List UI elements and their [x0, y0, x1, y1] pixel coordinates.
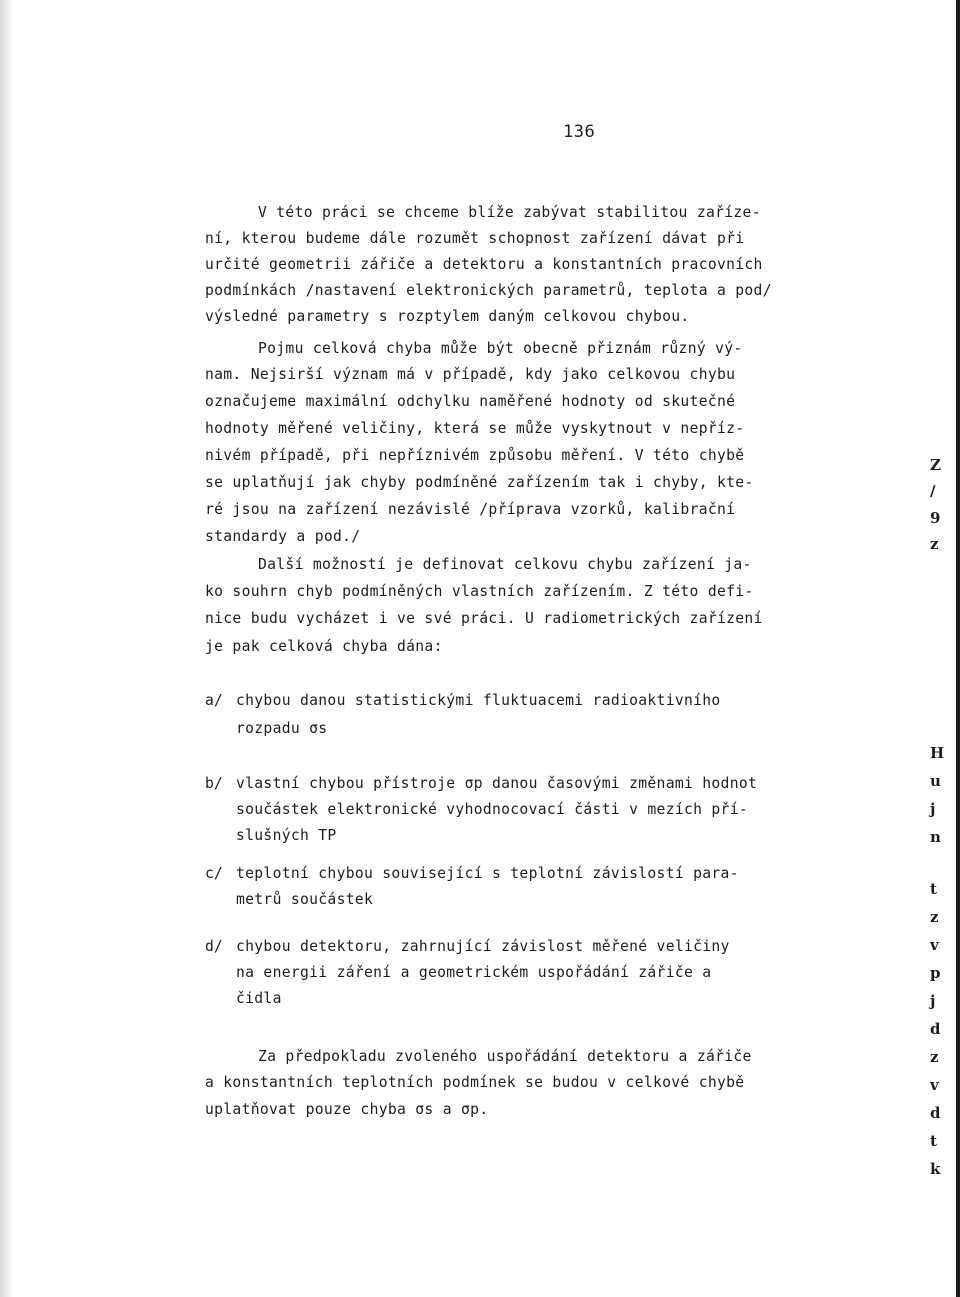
- margin-bleed-letter: t: [930, 880, 937, 898]
- paragraph-1-line: určité geometrii zářiče a detektoru a konstantních pracovních: [205, 256, 763, 273]
- margin-bleed-letter: H: [930, 744, 945, 762]
- paragraph-1-line: výsledné parametry s rozptylem daným celkovou chybou.: [205, 308, 690, 325]
- paragraph-2-line: nam. Nejsirší význam má v případě, kdy jako celkovou chybu: [205, 366, 736, 383]
- paragraph-2-line: ré jsou na zařízení nezávislé /příprava vzorků, kalibrační: [205, 501, 736, 518]
- margin-bleed-letter: Z: [930, 456, 941, 474]
- list-marker-c: c/: [205, 865, 223, 882]
- margin-bleed-letter: j: [930, 800, 936, 818]
- list-item-a-line: rozpadu σs: [236, 720, 328, 737]
- list-marker-a: a/: [205, 692, 223, 709]
- paragraph-3-line: je pak celková chyba dána:: [205, 638, 443, 655]
- paragraph-3-line: ko souhrn chyb podmíněných vlastních zařízením. Z této defi-: [205, 583, 754, 600]
- margin-bleed-letter: t: [930, 1132, 937, 1150]
- margin-bleed-letter: u: [930, 772, 941, 790]
- paragraph-4-line: uplatňovat pouze chyba σs a σp.: [205, 1101, 489, 1118]
- margin-bleed-letter: j: [930, 992, 936, 1010]
- list-item-d-line: čidla: [236, 990, 282, 1007]
- margin-bleed-letter: k: [930, 1160, 941, 1178]
- paragraph-1-line: V této práci se chceme blíže zabývat stabilitou zaříze-: [258, 204, 761, 221]
- margin-bleed-letter: v: [930, 1076, 939, 1094]
- margin-bleed-letter: d: [930, 1020, 941, 1038]
- scan-right-edge: [956, 0, 960, 1297]
- scan-left-edge: [0, 0, 14, 1297]
- margin-bleed-letter: 9: [930, 509, 941, 527]
- list-item-c-line: teplotní chybou související s teplotní závislostí para-: [236, 865, 739, 882]
- list-item-b-line: slušných TP: [236, 827, 337, 844]
- list-item-b-line: součástek elektronické vyhodnocovací části v mezích pří-: [236, 801, 748, 818]
- paragraph-1-line: podmínkách /nastavení elektronických parametrů, teplota a pod/: [205, 282, 772, 299]
- list-item-d-line: na energii záření a geometrickém uspořádání zářiče a: [236, 964, 712, 981]
- margin-bleed-letter: /: [930, 482, 936, 500]
- paragraph-1-line: ní, kterou budeme dále rozumět schopnost zařízení dávat při: [205, 230, 745, 247]
- margin-bleed-letter: d: [930, 1104, 941, 1122]
- paragraph-2-line: standardy a pod./: [205, 528, 361, 545]
- margin-bleed-letter: p: [930, 964, 941, 982]
- paragraph-4-line: a konstantních teplotních podmínek se budou v celkové chybě: [205, 1074, 745, 1091]
- list-item-c-line: metrů součástek: [236, 891, 374, 908]
- margin-bleed-letter: z: [930, 908, 939, 926]
- margin-bleed-letter: z: [930, 1048, 939, 1066]
- paragraph-4-line: Za předpokladu zvoleného uspořádání detektoru a zářiče: [258, 1048, 752, 1065]
- list-item-d-line: chybou detektoru, zahrnující závislost měřené veličiny: [236, 938, 730, 955]
- paragraph-3-line: Další možností je definovat celkovu chybu zařízení ja-: [258, 556, 752, 573]
- paragraph-2-line: nivém případě, při nepříznivém způsobu měření. V této chybě: [205, 447, 745, 464]
- paragraph-3-line: nice budu vycházet i ve své práci. U radiometrických zařízení: [205, 610, 763, 627]
- paragraph-2-line: označujeme maximální odchylku naměřené hodnoty od skutečné: [205, 393, 736, 410]
- list-marker-b: b/: [205, 775, 223, 792]
- list-marker-d: d/: [205, 938, 223, 955]
- paragraph-2-line: hodnoty měřené veličiny, která se může vyskytnout v nepříz-: [205, 420, 745, 437]
- paragraph-2-line: Pojmu celková chyba může být obecně přiznám různý vý-: [258, 340, 743, 357]
- paragraph-2-line: se uplatňují jak chyby podmíněné zařízením tak i chyby, kte-: [205, 474, 754, 491]
- list-item-a-line: chybou danou statistickými fluktuacemi radioaktivního: [236, 692, 721, 709]
- margin-bleed-letter: v: [930, 936, 939, 954]
- margin-bleed-letter: n: [930, 828, 941, 846]
- page-number: 136: [563, 122, 596, 142]
- margin-bleed-letter: z: [930, 535, 939, 553]
- list-item-b-line: vlastní chybou přístroje σp danou časovými změnami hodnot: [236, 775, 758, 792]
